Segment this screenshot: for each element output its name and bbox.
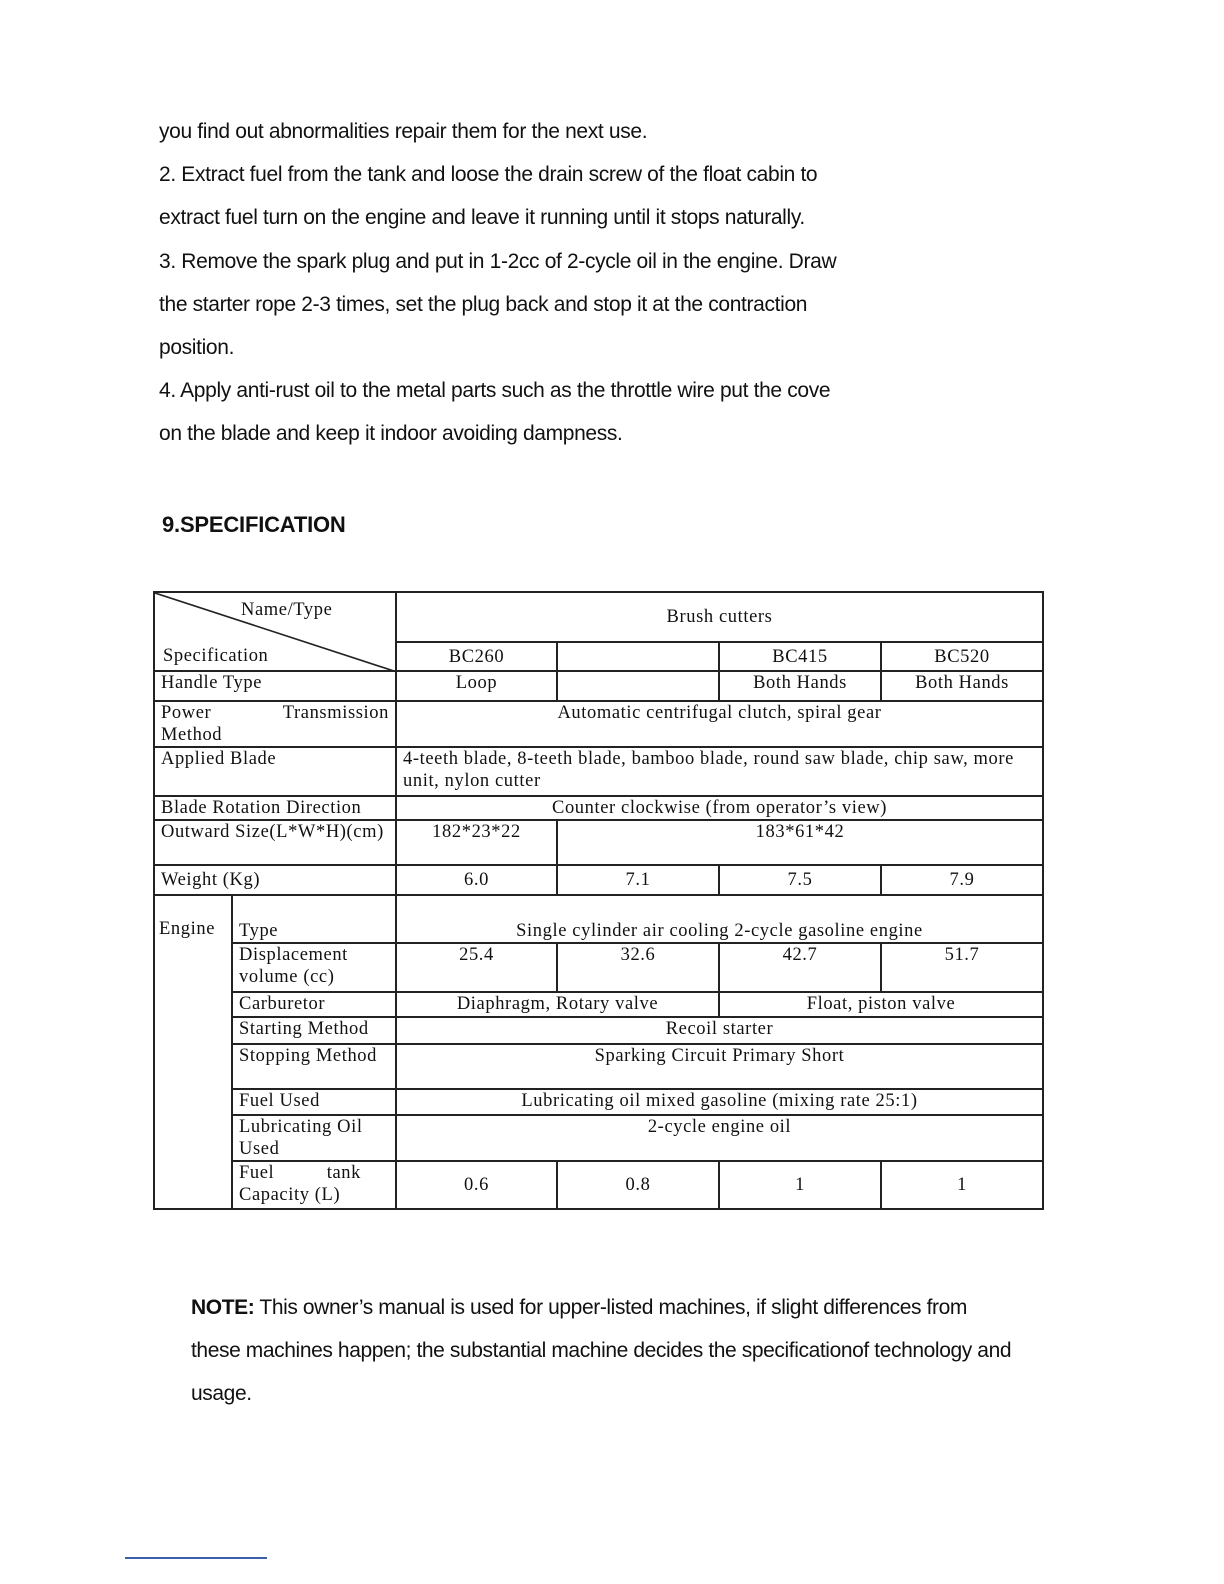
row-label: Type [232, 895, 396, 943]
intro-line: 2. Extract fuel from the tank and loose the drain screw of the float cabin to [159, 163, 818, 187]
value-cell: Single cylinder air cooling 2-cycle gasoline engine [396, 895, 1043, 943]
value-cell: 7.5 [719, 865, 881, 895]
corner-header-cell [154, 592, 396, 671]
value-cell: 182*23*22 [396, 820, 557, 865]
row-label: Starting Method [232, 1017, 396, 1044]
table-row [154, 1044, 1043, 1089]
table-row [154, 747, 1043, 796]
value-cell: 32.6 [557, 943, 719, 992]
label-part: Power [161, 703, 212, 723]
row-label: Handle Type [154, 671, 396, 701]
model-cell: BC260 [396, 642, 557, 671]
value-cell: Both Hands [719, 671, 881, 701]
value-cell: 183*61*42 [557, 820, 1043, 865]
value-cell: Recoil starter [396, 1017, 1043, 1044]
model-cell: BC415 [719, 642, 881, 671]
value-cell: Lubricating oil mixed gasoline (mixing rate 25:1) [396, 1089, 1043, 1115]
table-row [154, 1089, 1043, 1115]
value-cell: Automatic centrifugal clutch, spiral gear [396, 701, 1043, 747]
intro-instructions [159, 110, 959, 456]
value-cell: 1 [719, 1161, 881, 1209]
table-row [154, 820, 1043, 865]
row-label: Stopping Method [232, 1044, 396, 1089]
row-label: Applied Blade [154, 747, 396, 796]
table-row [154, 1017, 1043, 1044]
row-label: Lubricating Oil Used [232, 1115, 396, 1161]
value-cell: Float, piston valve [719, 992, 1043, 1017]
row-label [232, 1161, 396, 1209]
table-row [154, 1115, 1043, 1161]
note-text: This owner’s manual is used for upper-listed machines, if slight differences from these machines happen; the substantial machine decides the specificationof technology and usage. [191, 1296, 1012, 1406]
engine-group-label [154, 895, 232, 1209]
row-label: Carburetor [232, 992, 396, 1017]
row-label: Fuel Used [232, 1089, 396, 1115]
model-cell: BC520 [881, 642, 1043, 671]
intro-line: you find out abnormalities repair them for the next use. [159, 120, 648, 143]
row-label: Weight (Kg) [154, 865, 396, 895]
value-cell: 7.9 [881, 865, 1043, 895]
note-paragraph [191, 1286, 1021, 1416]
table-row [154, 943, 1043, 992]
table-row [154, 671, 1043, 701]
intro-line: the starter rope 2-3 times, set the plug back and stop it at the contraction [159, 292, 808, 316]
value-cell: 0.8 [557, 1161, 719, 1209]
table-row [154, 895, 1043, 943]
table-row [154, 796, 1043, 820]
row-label: Displacement volume (cc) [232, 943, 396, 992]
intro-line: 3. Remove the spark plug and put in 1-2cc of 2-cycle oil in the engine. Draw [159, 249, 837, 273]
value-cell: 25.4 [396, 943, 557, 992]
value-cell [557, 671, 719, 701]
footer-rule [125, 1557, 267, 1559]
table-row [154, 592, 1043, 642]
value-cell: Loop [396, 671, 557, 701]
note-label: NOTE: [191, 1296, 255, 1319]
value-cell: 42.7 [719, 943, 881, 992]
intro-line: 4. Apply anti-rust oil to the metal parts such as the throttle wire put the cove [159, 379, 831, 403]
engine-label-text: Engine [159, 919, 216, 939]
value-cell: 0.6 [396, 1161, 557, 1209]
value-cell: Both Hands [881, 671, 1043, 701]
row-label: Blade Rotation Direction [154, 796, 396, 820]
table-row [154, 992, 1043, 1017]
value-cell: Sparking Circuit Primary Short [396, 1044, 1043, 1089]
section-title: 9.SPECIFICATION [162, 512, 346, 537]
value-cell: 1 [881, 1161, 1043, 1209]
value-cell: 51.7 [881, 943, 1043, 992]
value-cell: 7.1 [557, 865, 719, 895]
table-row [154, 865, 1043, 895]
value-cell: 6.0 [396, 865, 557, 895]
intro-line: extract fuel turn on the engine and leave it running until it stops naturally. [159, 206, 805, 230]
model-cell [557, 642, 719, 671]
table-row [154, 701, 1043, 747]
label-part: Method [161, 725, 223, 745]
corner-name-type: Name/Type [241, 600, 333, 620]
row-label [154, 701, 396, 747]
label-part: Fuel [239, 1163, 275, 1183]
row-label: Outward Size(L*W*H)(cm) [154, 820, 396, 865]
product-heading: Brush cutters [396, 592, 1043, 642]
intro-line: on the blade and keep it indoor avoiding dampness. [159, 422, 623, 446]
corner-specification: Specification [163, 646, 269, 666]
table-row [154, 1161, 1043, 1209]
value-cell: Counter clockwise (from operator’s view) [396, 796, 1043, 820]
label-part: Transmission [282, 703, 389, 723]
label-part: tank [326, 1163, 361, 1183]
value-cell: 2-cycle engine oil [396, 1115, 1043, 1161]
specification-table [153, 591, 1044, 1210]
value-cell: Diaphragm, Rotary valve [396, 992, 719, 1017]
intro-line: position. [159, 336, 235, 360]
value-cell: 4-teeth blade, 8-teeth blade, bamboo blade, round saw blade, chip saw, more unit, nylon cutter [396, 747, 1043, 796]
label-part: Capacity (L) [239, 1185, 341, 1205]
